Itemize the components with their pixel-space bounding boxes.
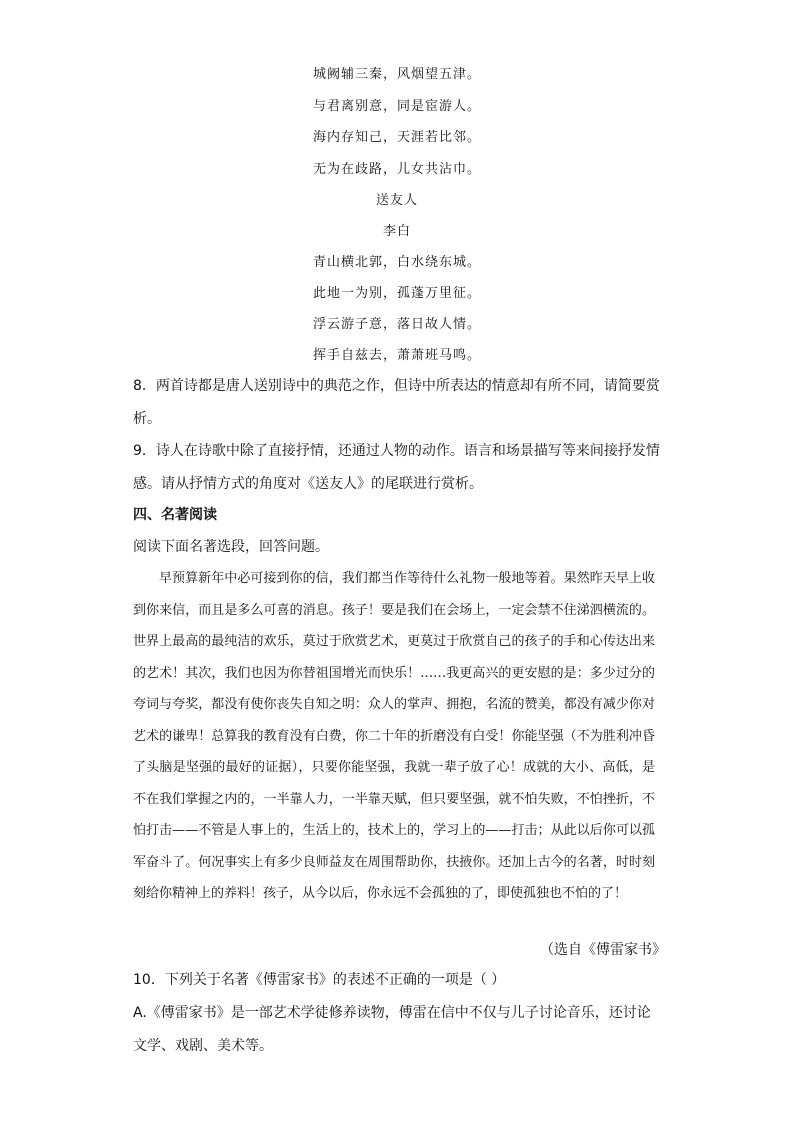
- excerpt-passage: 早预算新年中必可接到你的信，我们都当作等待什么礼物一般地等着。果然昨天早上收到你来信，而且是多么可喜的消息。孩子！要是我们在会场上，一定会禁不住涕泗横流的。世界上最高的最纯洁的欢乐，莫过于欣赏艺术，更莫过于欣赏自己的孩子的手和心传达出来的艺术！其次，我们也因为你替祖国增光而快乐！……我更高兴的更安慰的是：多少过分的夸词与夸奖，都没有使你丧失自知之明：众人的掌声、拥抱，名流的赞美，都没有减少你对艺术的谦卑！总算我的教育没有白费，你二十年的折磨没有白受！你能坚强（不为胜利冲昏了头脑是坚强的最好的证据），只要你能坚强，我就一辈子放了心！成就的大小、高低，是不在我们掌握之内的，一半靠人力，一半靠天赋，但只要坚强，就不怕失败，不怕挫折，不怕打击——不管是人事上的，生活上的，技术上的，学习上的——打击；从此以后你可以孤军奋斗了。何况事实上有多少良师益友在周围帮助你，扶掖你。还加上古今的名著，时时刻刻给你精神上的养料！孩子，从今以后，你永远不会孤独的了，即使孤独也不怕的了！: [133, 571, 655, 901]
- poem2-line-2: 此地一为别，孤蓬万里征。: [312, 286, 481, 301]
- poem1-line-2: 与君离别意，同是宦游人。: [312, 99, 481, 114]
- poem1-line-3: 海内存知己，天涯若比邻。: [312, 130, 481, 145]
- poem1-line-4: 无为在歧路，儿女共沾巾。: [312, 162, 481, 177]
- poem2-line-3: 浮云游子意，落日故人情。: [312, 317, 481, 332]
- poem2-line-4: 挥手自兹去，萧萧班马鸣。: [312, 348, 481, 363]
- poem1-line-1: 城阙辅三秦，风烟望五津。: [312, 67, 481, 82]
- question-9: 9．诗人在诗歌中除了直接抒情，还通过人物的动作。语言和场景描写等来间接抒发情感。请从抒情方式的角度对《送友人》的尾联进行赏析。: [133, 443, 660, 492]
- section-intro: 阅读下面名著选段，回答问题。: [133, 539, 329, 555]
- question-8: 8．两首诗都是唐人送别诗中的典范之作，但诗中所表达的情意却有所不同，请简要赏析。: [133, 378, 660, 427]
- poem2-author: 李白: [382, 224, 411, 239]
- poem2-title: 送友人: [375, 193, 418, 208]
- section-heading: 四、名著阅读: [133, 507, 217, 523]
- question-10-stem: 10．下列关于名著《傅雷家书》的表述不正确的一项是（ ）: [133, 972, 506, 988]
- excerpt-source: （选自《傅雷家书》: [540, 942, 666, 958]
- poem2-line-1: 青山横北郭，白水绕东城。: [312, 255, 481, 270]
- question-10-option-a: A.《傅雷家书》是一部艺术学徒修养读物，傅雷在信中不仅与儿子讨论音乐，还讨论文学、戏剧、美术等。: [133, 1005, 651, 1054]
